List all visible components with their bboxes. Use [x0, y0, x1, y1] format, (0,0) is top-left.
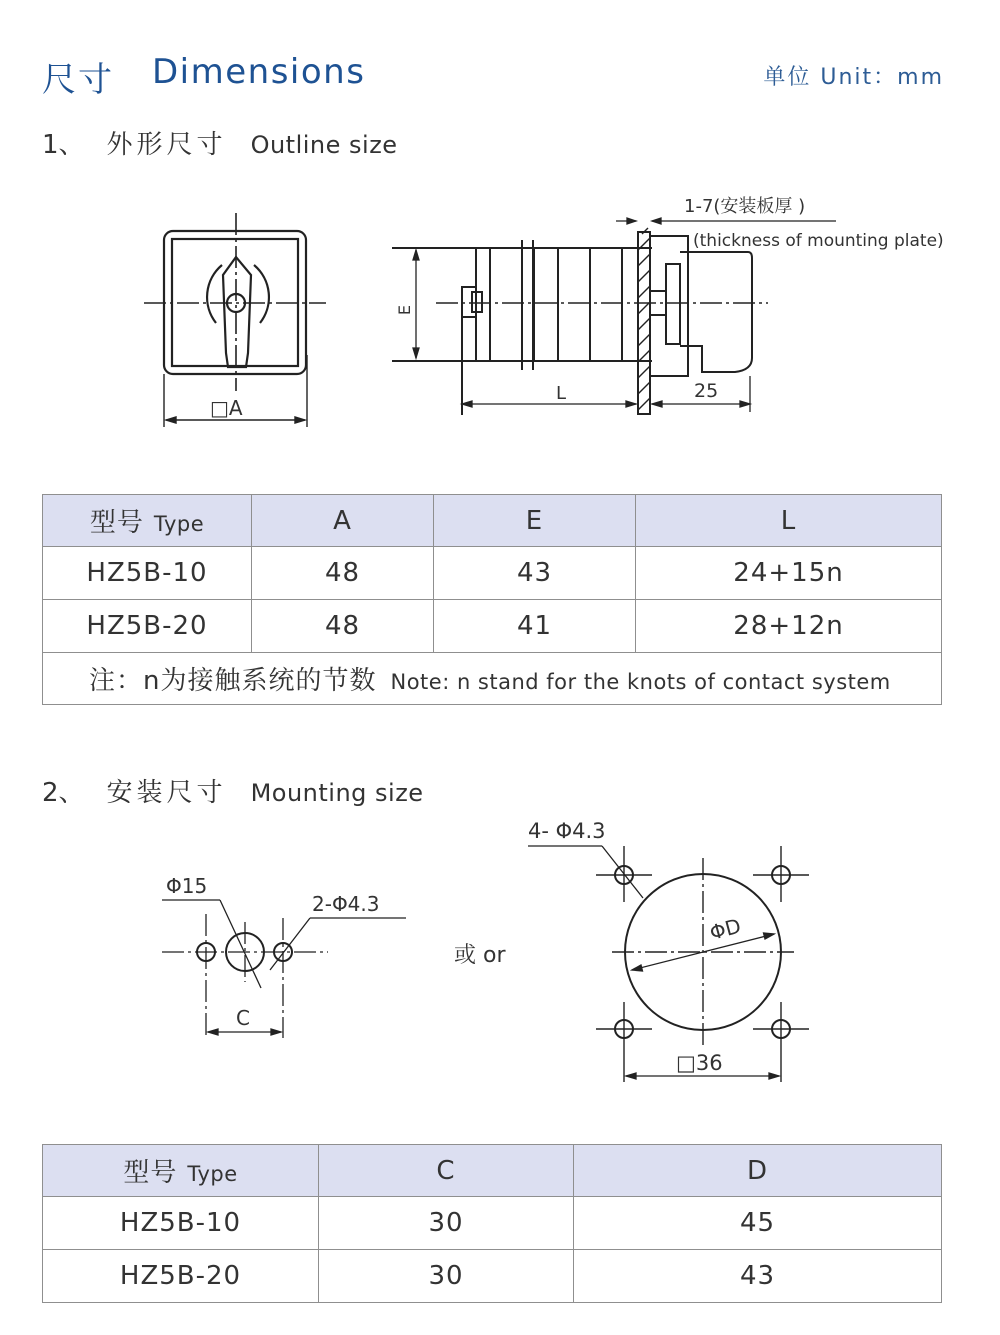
col-c: C	[319, 1145, 574, 1197]
plate-thickness-cn: 1-7(安装板厚 )	[684, 196, 806, 217]
table-header-row	[43, 495, 942, 547]
mounting-diagram-two-hole	[140, 860, 440, 1050]
section-title-cn: 安装尺寸	[106, 778, 227, 808]
diameter-d-label: ΦD	[707, 913, 744, 945]
dim-l-label: L	[556, 383, 567, 404]
cell-l: 24+15n	[636, 547, 942, 600]
cell-type: HZ5B-10	[43, 547, 252, 600]
front-view-drawing	[130, 205, 350, 440]
table-header-row	[43, 1145, 942, 1197]
center-hole-label: Φ15	[166, 874, 208, 898]
col-e: E	[434, 495, 636, 547]
cell-a: 48	[252, 600, 434, 653]
side-holes-label: 2-Φ4.3	[312, 892, 380, 916]
four-holes-label: 4- Φ4.3	[528, 819, 606, 843]
plate-thickness-en: (thickness of mounting plate)	[693, 231, 944, 251]
outline-size-table	[42, 494, 942, 705]
table-row	[43, 1197, 942, 1250]
or-label: 或 or	[454, 943, 506, 968]
dim-a-label: □A	[210, 396, 243, 420]
cell-l: 28+12n	[636, 600, 942, 653]
cell-c: 30	[319, 1250, 574, 1303]
section-outline-heading	[42, 124, 398, 161]
side-view-drawing	[380, 190, 960, 420]
mounting-diagram-four-hole	[500, 810, 840, 1090]
square-36-label: □36	[676, 1051, 723, 1075]
cell-e: 43	[434, 547, 636, 600]
col-a: A	[252, 495, 434, 547]
col-d: D	[574, 1145, 942, 1197]
section-title-en: Outline size	[250, 131, 398, 159]
spacing-c-label: C	[236, 1006, 250, 1030]
col-type: 型号 Type	[43, 495, 252, 547]
section-number: 1、	[42, 130, 85, 160]
mounting-size-table	[42, 1144, 942, 1303]
section-title-en: Mounting size	[250, 779, 424, 807]
table-row	[43, 547, 942, 600]
col-l: L	[636, 495, 942, 547]
table-note: 注：n为接触系统的节数 Note: n stand for the knots of contact system	[43, 653, 942, 705]
page-title-cn: 尺寸	[42, 60, 114, 100]
table-row	[43, 1250, 942, 1303]
cell-type: HZ5B-20	[43, 1250, 319, 1303]
col-type: 型号 Type	[43, 1145, 319, 1197]
section-number: 2、	[42, 778, 85, 808]
dim-25-label: 25	[694, 380, 719, 402]
page-title-en: Dimensions	[152, 52, 366, 92]
cell-d: 45	[574, 1197, 942, 1250]
table-row	[43, 600, 942, 653]
unit-label: 单位 Unit：mm	[763, 65, 944, 90]
cell-c: 30	[319, 1197, 574, 1250]
table-note-row	[43, 653, 942, 705]
cell-e: 41	[434, 600, 636, 653]
cell-d: 43	[574, 1250, 942, 1303]
section-title-cn: 外形尺寸	[106, 130, 227, 160]
section-mounting-heading	[42, 772, 424, 809]
cell-a: 48	[252, 547, 434, 600]
cell-type: HZ5B-20	[43, 600, 252, 653]
cell-type: HZ5B-10	[43, 1197, 319, 1250]
dim-e-label: E	[395, 304, 414, 316]
